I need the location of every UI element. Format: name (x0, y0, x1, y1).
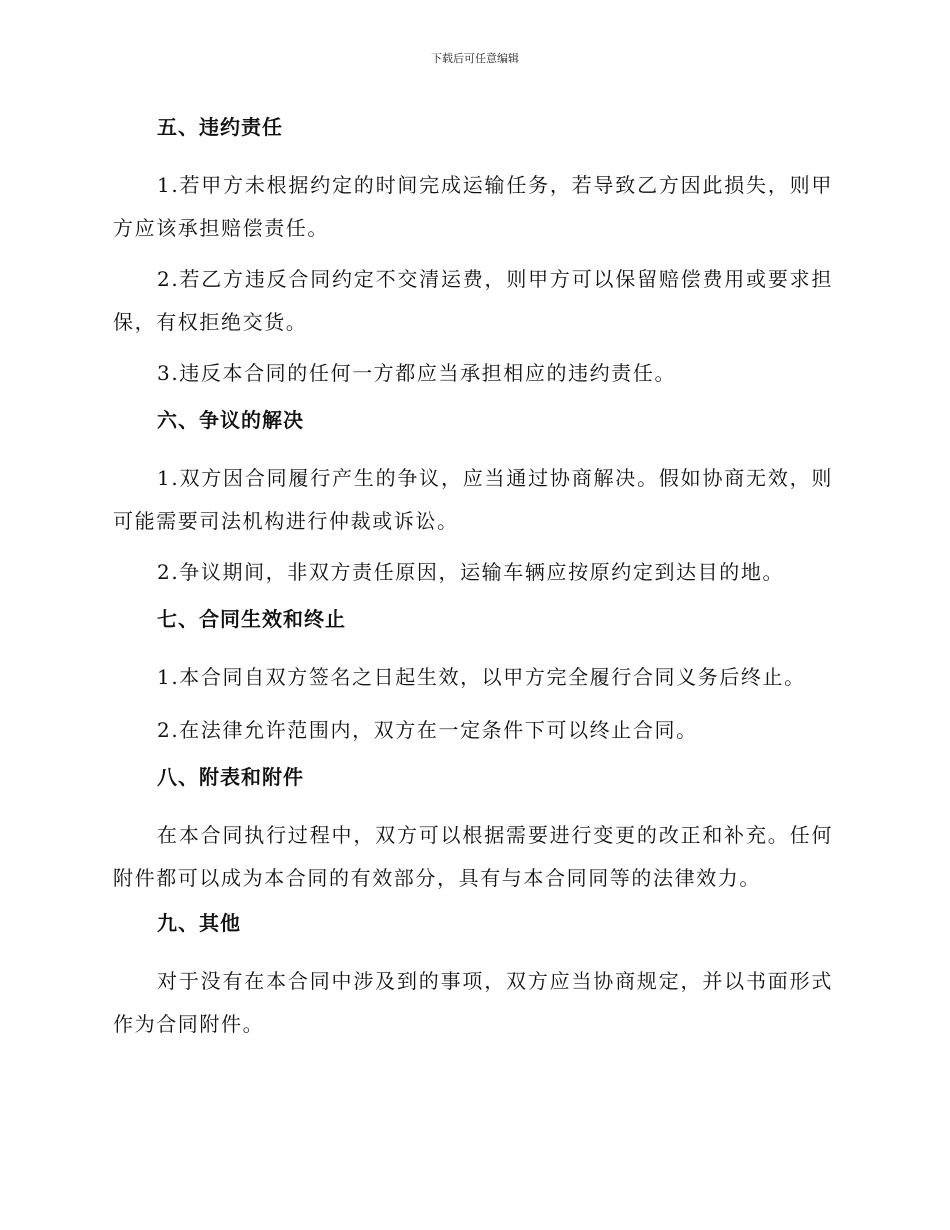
paragraph: 2.若乙方违反合同约定不交清运费，则甲方可以保留赔偿费用或要求担保，有权拒绝交货。 (113, 267, 833, 334)
section-heading: 八、附表和附件 (157, 765, 304, 789)
section-schedules-and-attachments (113, 762, 833, 900)
section-other (113, 908, 833, 1046)
section-effect-and-termination (113, 604, 833, 752)
section-heading: 七、合同生效和终止 (157, 607, 346, 631)
document-body (113, 112, 833, 1054)
paragraph: 2.在法律允许范围内，双方在一定条件下可以终止合同。 (157, 718, 698, 742)
paragraph: 1.若甲方未根据约定的时间完成运输任务，若导致乙方因此损失，则甲方应该承担赔偿责任。 (113, 173, 833, 240)
section-dispute-resolution (113, 405, 833, 594)
section-heading: 六、争议的解决 (157, 408, 304, 432)
section-heading: 五、违约责任 (157, 115, 283, 139)
section-breach-liability (113, 112, 833, 395)
paragraph: 1.双方因合同履行产生的争议，应当通过协商解决。假如协商无效，则可能需要司法机构进行仲裁或诉讼。 (113, 466, 833, 533)
paragraph: 对于没有在本合同中涉及到的事项，双方应当协商规定，并以书面形式作为合同附件。 (113, 969, 833, 1036)
section-heading: 九、其他 (157, 911, 241, 935)
paragraph: 3.违反本合同的任何一方都应当承担相应的违约责任。 (157, 361, 677, 385)
paragraph: 2.争议期间，非双方责任原因，运输车辆应按原约定到达目的地。 (157, 560, 785, 584)
paragraph: 在本合同执行过程中，双方可以根据需要进行变更的改正和补充。任何附件都可以成为本合同的有效部分，具有与本合同同等的法律效力。 (113, 823, 833, 890)
page-header: 下载后可任意编辑 (431, 52, 519, 65)
paragraph: 1.本合同自双方签名之日起生效，以甲方完全履行合同义务后终止。 (157, 665, 806, 689)
